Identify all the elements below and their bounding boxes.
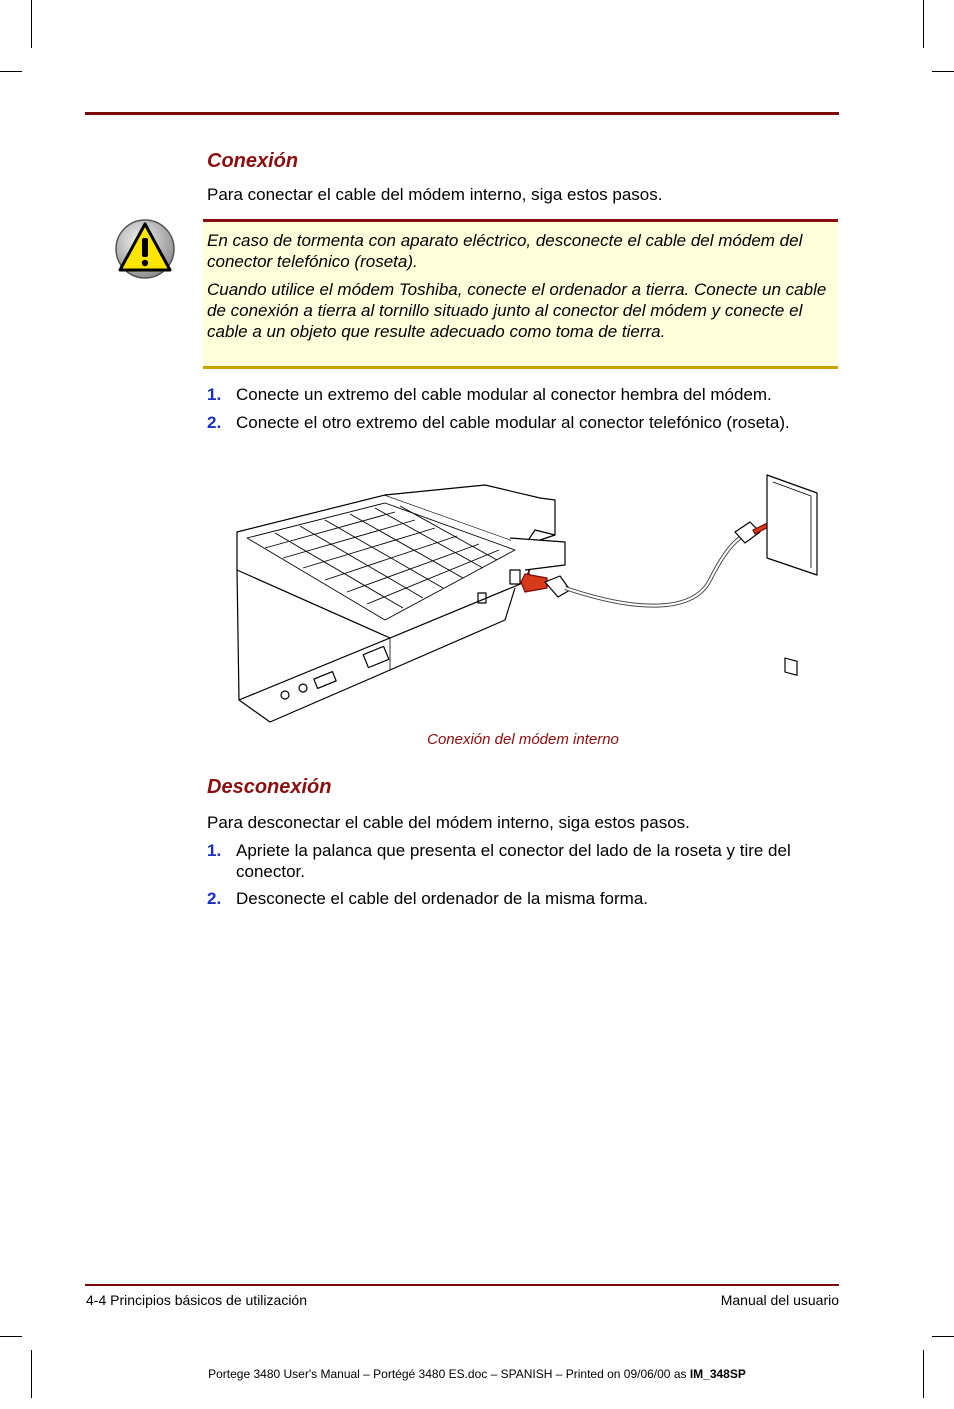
top-rule — [85, 112, 839, 115]
caution-text: Cuando utilice el módem Toshiba, conecte el ordenador a tierra. Conecte un cable de conexión a tierra al tornillo situado junto al conector del módem y conecte el cable a un objeto que resulte adecuado como toma de tierra. — [207, 280, 827, 341]
crop-mark — [932, 71, 954, 72]
step-text: Conecte el otro extremo del cable modular al conector telefónico (roseta). — [236, 413, 790, 432]
print-info-code: IM_348SP — [689, 1367, 746, 1381]
print-info-text: Portege 3480 User's Manual – Portégé 3480 ES.doc – SPANISH – Printed on 09/06/00 as — [208, 1367, 690, 1381]
step-text: Apriete la palanca que presenta el conector del lado de la roseta y tire del conector. — [236, 841, 791, 881]
crop-mark — [0, 71, 22, 72]
step-number: 1. — [207, 841, 222, 860]
warning-icon — [114, 218, 176, 280]
crop-mark — [0, 1336, 22, 1337]
step-number: 1. — [207, 385, 222, 404]
caution-box — [203, 219, 838, 369]
section-heading-conexion: Conexión — [207, 150, 299, 172]
step-text: Desconecte el cable del ordenador de la misma forma. — [236, 889, 648, 908]
crop-mark — [932, 1336, 954, 1337]
crop-mark — [31, 0, 32, 48]
figure-caption: Conexión del módem interno — [427, 731, 619, 748]
section-intro: Para conectar el cable del módem interno, siga estos pasos. — [207, 185, 663, 204]
section-intro: Para desconectar el cable del módem interno, siga estos pasos. — [207, 813, 690, 832]
list-item — [207, 384, 847, 405]
step-number: 2. — [207, 889, 222, 908]
step-text: Conecte un extremo del cable modular al conector hembra del módem. — [236, 385, 772, 404]
crop-mark — [923, 0, 924, 48]
modem-connection-illustration — [225, 470, 825, 730]
bottom-rule — [85, 1284, 839, 1286]
list-item — [207, 888, 847, 909]
section-heading-desconexion: Desconexión — [207, 776, 332, 798]
step-number: 2. — [207, 413, 222, 432]
list-item — [207, 840, 837, 882]
list-item — [207, 412, 817, 433]
footer-manual-title: Manual del usuario — [720, 1292, 839, 1308]
footer-page-label: 4-4 Principios básicos de utilización — [86, 1292, 307, 1308]
caution-text: En caso de tormenta con aparato eléctrico, desconecte el cable del módem del conector telefónico (roseta). — [207, 231, 803, 271]
print-info — [0, 1367, 954, 1381]
